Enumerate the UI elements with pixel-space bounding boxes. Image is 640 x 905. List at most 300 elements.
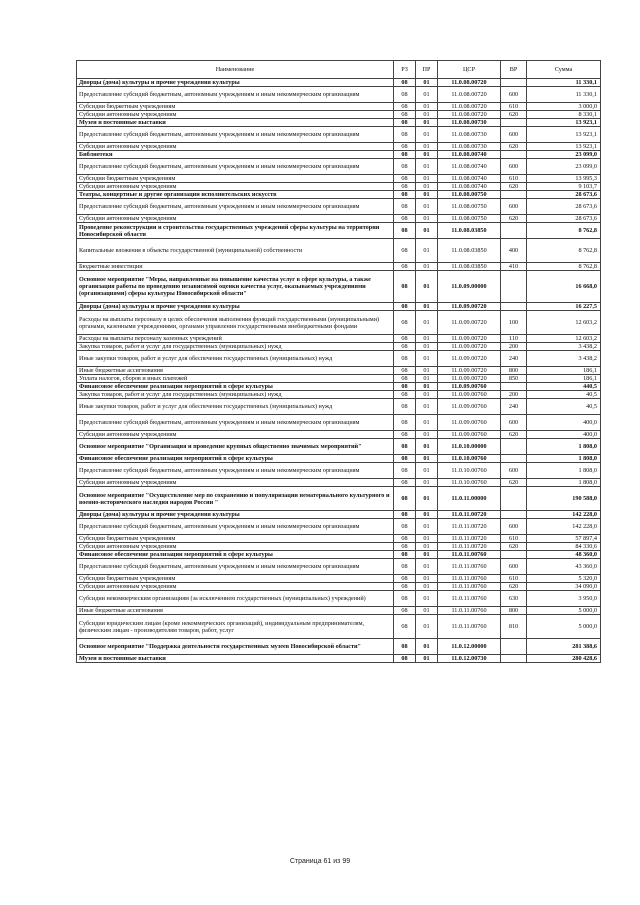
table-row	[77, 223, 601, 239]
cell-name: Субсидии автономным учреждениям	[77, 143, 394, 151]
cell-pr: 01	[416, 511, 438, 519]
cell-name: Дворцы (дома) культуры и прочие учреждения культуры	[77, 511, 394, 519]
table-row	[77, 143, 601, 151]
cell-vr	[501, 79, 527, 87]
header-name: Наименование	[77, 61, 394, 79]
cell-rz: 08	[394, 543, 416, 551]
header-rz: РЗ	[394, 61, 416, 79]
cell-name: Субсидии автономным учреждениям	[77, 431, 394, 439]
cell-name: Финансовое обеспечение реализации мероприятий в сфере культуры	[77, 383, 394, 391]
cell-vr: 600	[501, 199, 527, 215]
cell-rz: 08	[394, 215, 416, 223]
cell-vr	[501, 455, 527, 463]
cell-pr: 01	[416, 87, 438, 103]
cell-name: Субсидии автономным учреждениям	[77, 543, 394, 551]
cell-sum: 16 668,0	[527, 271, 601, 303]
cell-csr: 11.0.08.00720	[438, 87, 501, 103]
cell-name: Иные бюджетные ассигнования	[77, 607, 394, 615]
cell-csr: 11.0.08.00720	[438, 103, 501, 111]
cell-name: Субсидии автономным учреждениям	[77, 111, 394, 119]
cell-name: Предоставление субсидий бюджетным, автономным учреждениям и иным некоммерческим организациям	[77, 159, 394, 175]
cell-pr: 01	[416, 463, 438, 479]
cell-name: Предоставление субсидий бюджетным, автономным учреждениям и иным некоммерческим организациям	[77, 87, 394, 103]
cell-name: Субсидии автономным учреждениям	[77, 215, 394, 223]
header-csr: ЦСР	[438, 61, 501, 79]
page-footer: Страница 61 из 99	[289, 858, 351, 865]
cell-pr: 01	[416, 583, 438, 591]
table-row	[77, 343, 601, 351]
cell-pr: 01	[416, 535, 438, 543]
cell-vr: 610	[501, 103, 527, 111]
cell-csr: 11.0.09.00720	[438, 367, 501, 375]
cell-sum: 40,5	[527, 399, 601, 415]
table-row	[77, 583, 601, 591]
cell-sum: 13 923,1	[527, 119, 601, 127]
cell-rz: 08	[394, 223, 416, 239]
table-row	[77, 399, 601, 415]
table-row	[77, 487, 601, 511]
header-pr: ПР	[416, 61, 438, 79]
cell-vr	[501, 487, 527, 511]
cell-pr: 01	[416, 103, 438, 111]
cell-vr: 620	[501, 431, 527, 439]
cell-csr: 11.0.08.00740	[438, 183, 501, 191]
cell-rz: 08	[394, 151, 416, 159]
cell-sum: 5 000,0	[527, 607, 601, 615]
cell-vr: 610	[501, 575, 527, 583]
cell-name: Предоставление субсидий бюджетным, автономным учреждениям и иным некоммерческим организациям	[77, 519, 394, 535]
cell-name: Дворцы (дома) культуры и прочие учреждения культуры	[77, 79, 394, 87]
cell-csr: 11.0.08.00730	[438, 143, 501, 151]
cell-rz: 08	[394, 511, 416, 519]
cell-pr: 01	[416, 223, 438, 239]
cell-name: Субсидии автономным учреждениям	[77, 479, 394, 487]
cell-pr: 01	[416, 655, 438, 663]
cell-rz: 08	[394, 479, 416, 487]
cell-rz: 08	[394, 119, 416, 127]
cell-csr: 11.0.08.00740	[438, 151, 501, 159]
cell-name: Субсидии некоммерческим организациям (за исключением государственных (муниципальных) учреждений)	[77, 591, 394, 607]
cell-csr: 11.0.10.00000	[438, 439, 501, 455]
cell-vr	[501, 639, 527, 655]
cell-vr: 200	[501, 343, 527, 351]
cell-name: Капитальные вложения в объекты государственной (муниципальной) собственности	[77, 239, 394, 263]
cell-csr: 11.0.11.00720	[438, 543, 501, 551]
table-row	[77, 375, 601, 383]
cell-vr: 600	[501, 463, 527, 479]
table-row	[77, 615, 601, 639]
cell-rz: 08	[394, 383, 416, 391]
cell-vr	[501, 151, 527, 159]
cell-csr: 11.0.09.00720	[438, 303, 501, 311]
cell-rz: 08	[394, 263, 416, 271]
cell-rz: 08	[394, 583, 416, 591]
cell-sum: 8 762,8	[527, 239, 601, 263]
table-row	[77, 367, 601, 375]
cell-csr: 11.0.11.00720	[438, 519, 501, 535]
cell-rz: 08	[394, 615, 416, 639]
table-row	[77, 455, 601, 463]
cell-rz: 08	[394, 199, 416, 215]
cell-pr: 01	[416, 111, 438, 119]
cell-csr: 11.0.08.00720	[438, 111, 501, 119]
cell-sum: 400,0	[527, 415, 601, 431]
cell-csr: 11.0.08.00750	[438, 191, 501, 199]
table-row	[77, 479, 601, 487]
cell-rz: 08	[394, 351, 416, 367]
cell-vr: 810	[501, 615, 527, 639]
cell-vr	[501, 223, 527, 239]
cell-vr	[501, 511, 527, 519]
cell-rz: 08	[394, 239, 416, 263]
cell-rz: 08	[394, 87, 416, 103]
table-row	[77, 551, 601, 559]
cell-vr: 620	[501, 543, 527, 551]
cell-sum: 3 438,2	[527, 351, 601, 367]
cell-csr: 11.0.09.00720	[438, 343, 501, 351]
cell-sum: 8 762,8	[527, 263, 601, 271]
cell-vr	[501, 303, 527, 311]
table-row	[77, 335, 601, 343]
cell-pr: 01	[416, 607, 438, 615]
cell-pr: 01	[416, 455, 438, 463]
cell-pr: 01	[416, 183, 438, 191]
cell-pr: 01	[416, 615, 438, 639]
cell-csr: 11.0.09.00000	[438, 271, 501, 303]
cell-csr: 11.0.08.03850	[438, 239, 501, 263]
cell-vr: 410	[501, 263, 527, 271]
cell-pr: 01	[416, 639, 438, 655]
cell-pr: 01	[416, 351, 438, 367]
cell-rz: 08	[394, 311, 416, 335]
cell-pr: 01	[416, 343, 438, 351]
cell-name: Иные закупки товаров, работ и услуг для обеспечения государственных (муниципальных) нужд	[77, 351, 394, 367]
cell-csr: 11.0.08.00720	[438, 79, 501, 87]
cell-rz: 08	[394, 159, 416, 175]
cell-name: Проведение реконструкции и строительства государственных учреждений сферы культуры на территории Новосибирской области	[77, 223, 394, 239]
cell-pr: 01	[416, 415, 438, 431]
cell-csr: 11.0.09.00720	[438, 351, 501, 367]
cell-name: Бюджетные инвестиции	[77, 263, 394, 271]
cell-rz: 08	[394, 639, 416, 655]
cell-name: Финансовое обеспечение реализации мероприятий в сфере культуры	[77, 455, 394, 463]
cell-pr: 01	[416, 271, 438, 303]
cell-pr: 01	[416, 487, 438, 511]
cell-rz: 08	[394, 551, 416, 559]
cell-csr: 11.0.11.00760	[438, 615, 501, 639]
table-row	[77, 111, 601, 119]
cell-pr: 01	[416, 119, 438, 127]
cell-vr: 110	[501, 335, 527, 343]
table-row	[77, 215, 601, 223]
table-row	[77, 607, 601, 615]
cell-vr: 600	[501, 415, 527, 431]
cell-vr: 620	[501, 111, 527, 119]
cell-csr: 11.0.09.00760	[438, 383, 501, 391]
cell-vr: 600	[501, 559, 527, 575]
cell-rz: 08	[394, 127, 416, 143]
table-row	[77, 351, 601, 367]
cell-rz: 08	[394, 519, 416, 535]
cell-name: Театры, концертные и другие организации исполнительских искусств	[77, 191, 394, 199]
cell-rz: 08	[394, 375, 416, 383]
cell-pr: 01	[416, 367, 438, 375]
cell-sum: 34 090,0	[527, 583, 601, 591]
cell-vr: 600	[501, 519, 527, 535]
cell-csr: 11.0.11.00760	[438, 583, 501, 591]
cell-sum: 3 438,2	[527, 343, 601, 351]
cell-vr	[501, 119, 527, 127]
table-row	[77, 535, 601, 543]
cell-vr	[501, 439, 527, 455]
cell-name: Предоставление субсидий бюджетным, автономным учреждениям и иным некоммерческим организациям	[77, 415, 394, 431]
cell-rz: 08	[394, 183, 416, 191]
cell-sum: 1 808,0	[527, 455, 601, 463]
cell-rz: 08	[394, 439, 416, 455]
cell-sum: 13 995,3	[527, 175, 601, 183]
cell-sum: 1 808,0	[527, 439, 601, 455]
cell-name: Основное мероприятие "Организация и проведение крупных общественно значимых мероприятий"	[77, 439, 394, 455]
cell-csr: 11.0.11.00760	[438, 591, 501, 607]
cell-sum: 11 330,1	[527, 87, 601, 103]
cell-csr: 11.0.11.00000	[438, 487, 501, 511]
table-row	[77, 559, 601, 575]
cell-csr: 11.0.08.03850	[438, 263, 501, 271]
cell-pr: 01	[416, 79, 438, 87]
cell-vr: 800	[501, 367, 527, 375]
cell-csr: 11.0.08.00730	[438, 119, 501, 127]
cell-pr: 01	[416, 335, 438, 343]
cell-rz: 08	[394, 431, 416, 439]
table-row	[77, 191, 601, 199]
cell-name: Музеи и постоянные выставки	[77, 119, 394, 127]
cell-name: Предоставление субсидий бюджетным, автономным учреждениям и иным некоммерческим организациям	[77, 559, 394, 575]
cell-sum: 43 360,0	[527, 559, 601, 575]
cell-sum: 13 923,1	[527, 127, 601, 143]
cell-sum: 48 360,0	[527, 551, 601, 559]
cell-sum: 23 099,0	[527, 151, 601, 159]
header-sum: Сумма	[527, 61, 601, 79]
cell-vr: 850	[501, 375, 527, 383]
cell-vr	[501, 271, 527, 303]
cell-sum: 8 330,1	[527, 111, 601, 119]
cell-rz: 08	[394, 655, 416, 663]
cell-name: Предоставление субсидий бюджетным, автономным учреждениям и иным некоммерческим организациям	[77, 199, 394, 215]
cell-pr: 01	[416, 543, 438, 551]
cell-csr: 11.0.10.00760	[438, 479, 501, 487]
cell-name: Основное мероприятие "Поддержка деятельности государственных музеев Новосибирской области"	[77, 639, 394, 655]
header-vr: ВР	[501, 61, 527, 79]
cell-sum: 13 923,1	[527, 143, 601, 151]
cell-rz: 08	[394, 415, 416, 431]
cell-sum: 12 603,2	[527, 311, 601, 335]
cell-pr: 01	[416, 199, 438, 215]
table-body	[77, 79, 601, 663]
cell-sum: 16 227,5	[527, 303, 601, 311]
table-row	[77, 639, 601, 655]
cell-csr: 11.0.12.00730	[438, 655, 501, 663]
cell-name: Расходы на выплаты персоналу в целях обеспечения выполнения функций государственными (муниципальными) органами, казенными учреждениями, органами управления государственными внебюджетными фондами	[77, 311, 394, 335]
cell-sum: 142 228,0	[527, 511, 601, 519]
cell-vr: 610	[501, 535, 527, 543]
table-row	[77, 519, 601, 535]
cell-sum: 186,1	[527, 367, 601, 375]
cell-csr: 11.0.09.00760	[438, 431, 501, 439]
cell-rz: 08	[394, 575, 416, 583]
cell-vr: 600	[501, 127, 527, 143]
table-row	[77, 127, 601, 143]
cell-pr: 01	[416, 159, 438, 175]
cell-rz: 08	[394, 591, 416, 607]
table-row	[77, 119, 601, 127]
cell-sum: 440,5	[527, 383, 601, 391]
cell-csr: 11.0.08.00750	[438, 199, 501, 215]
cell-csr: 11.0.08.00750	[438, 215, 501, 223]
cell-rz: 08	[394, 343, 416, 351]
cell-rz: 08	[394, 79, 416, 87]
cell-rz: 08	[394, 335, 416, 343]
cell-pr: 01	[416, 551, 438, 559]
cell-sum: 28 673,6	[527, 215, 601, 223]
cell-vr: 600	[501, 87, 527, 103]
cell-csr: 11.0.11.00760	[438, 551, 501, 559]
cell-pr: 01	[416, 559, 438, 575]
cell-vr	[501, 655, 527, 663]
table-row	[77, 439, 601, 455]
cell-name: Основное мероприятие "Осуществление мер по сохранению и популяризации нематериального культурного и военно-исторического наследия народов России "	[77, 487, 394, 511]
cell-pr: 01	[416, 519, 438, 535]
cell-vr: 400	[501, 239, 527, 263]
cell-pr: 01	[416, 391, 438, 399]
cell-name: Закупка товаров, работ и услуг для государственных (муниципальных) нужд	[77, 391, 394, 399]
table-row	[77, 511, 601, 519]
budget-table-sheet	[76, 60, 600, 663]
table-row	[77, 199, 601, 215]
table-row	[77, 431, 601, 439]
cell-sum: 57 897,4	[527, 535, 601, 543]
cell-vr	[501, 551, 527, 559]
cell-vr: 630	[501, 591, 527, 607]
cell-name: Субсидии бюджетным учреждениям	[77, 575, 394, 583]
cell-pr: 01	[416, 311, 438, 335]
cell-pr: 01	[416, 575, 438, 583]
cell-rz: 08	[394, 535, 416, 543]
cell-name: Субсидии бюджетным учреждениям	[77, 103, 394, 111]
cell-vr: 620	[501, 479, 527, 487]
cell-pr: 01	[416, 399, 438, 415]
cell-pr: 01	[416, 239, 438, 263]
cell-csr: 11.0.08.03850	[438, 223, 501, 239]
table-row	[77, 263, 601, 271]
cell-csr: 11.0.08.00740	[438, 159, 501, 175]
cell-csr: 11.0.08.00740	[438, 175, 501, 183]
cell-pr: 01	[416, 263, 438, 271]
cell-vr	[501, 383, 527, 391]
cell-sum: 8 762,8	[527, 223, 601, 239]
cell-rz: 08	[394, 391, 416, 399]
cell-vr: 620	[501, 215, 527, 223]
cell-sum: 5 320,0	[527, 575, 601, 583]
cell-csr: 11.0.11.00760	[438, 559, 501, 575]
cell-vr: 240	[501, 351, 527, 367]
table-row	[77, 655, 601, 663]
cell-name: Субсидии бюджетным учреждениям	[77, 175, 394, 183]
cell-rz: 08	[394, 111, 416, 119]
table-row	[77, 103, 601, 111]
table-row	[77, 175, 601, 183]
cell-rz: 08	[394, 487, 416, 511]
table-row	[77, 271, 601, 303]
cell-pr: 01	[416, 375, 438, 383]
cell-sum: 1 808,0	[527, 479, 601, 487]
cell-csr: 11.0.10.00760	[438, 463, 501, 479]
cell-csr: 11.0.09.00720	[438, 335, 501, 343]
table-row	[77, 591, 601, 607]
cell-pr: 01	[416, 151, 438, 159]
cell-csr: 11.0.09.00720	[438, 311, 501, 335]
cell-name: Основное мероприятие "Меры, направленные на повышение качества услуг в сфере культуры, а также организация работы по проведению независимой оценки качества услуг, оказываемых учреждениями (организациями) сферы культуры Новосибирской области"	[77, 271, 394, 303]
cell-rz: 08	[394, 607, 416, 615]
cell-csr: 11.0.09.00760	[438, 399, 501, 415]
cell-name: Дворцы (дома) культуры и прочие учреждения культуры	[77, 303, 394, 311]
cell-pr: 01	[416, 439, 438, 455]
cell-pr: 01	[416, 215, 438, 223]
cell-sum: 281 388,6	[527, 639, 601, 655]
cell-sum: 3 000,0	[527, 103, 601, 111]
cell-sum: 23 099,0	[527, 159, 601, 175]
cell-name: Уплата налогов, сборов и иных платежей	[77, 375, 394, 383]
table-row	[77, 159, 601, 175]
cell-sum: 9 103,7	[527, 183, 601, 191]
cell-name: Иные закупки товаров, работ и услуг для обеспечения государственных (муниципальных) нужд	[77, 399, 394, 415]
cell-pr: 01	[416, 303, 438, 311]
cell-vr: 600	[501, 159, 527, 175]
cell-csr: 11.0.09.00760	[438, 415, 501, 431]
cell-sum: 400,0	[527, 431, 601, 439]
cell-pr: 01	[416, 591, 438, 607]
cell-vr: 100	[501, 311, 527, 335]
cell-pr: 01	[416, 143, 438, 151]
cell-sum: 1 808,0	[527, 463, 601, 479]
table-row	[77, 87, 601, 103]
cell-sum: 11 330,1	[527, 79, 601, 87]
budget-table	[76, 60, 601, 663]
cell-rz: 08	[394, 455, 416, 463]
cell-sum: 12 603,2	[527, 335, 601, 343]
cell-name: Финансовое обеспечение реализации мероприятий в сфере культуры	[77, 551, 394, 559]
cell-vr: 620	[501, 583, 527, 591]
cell-pr: 01	[416, 191, 438, 199]
cell-vr: 200	[501, 391, 527, 399]
table-header-row	[77, 61, 601, 79]
cell-csr: 11.0.11.00720	[438, 511, 501, 519]
table-row	[77, 79, 601, 87]
cell-rz: 08	[394, 191, 416, 199]
cell-vr: 240	[501, 399, 527, 415]
cell-pr: 01	[416, 127, 438, 143]
cell-sum: 5 000,0	[527, 615, 601, 639]
cell-rz: 08	[394, 399, 416, 415]
cell-sum: 142 228,0	[527, 519, 601, 535]
cell-rz: 08	[394, 367, 416, 375]
cell-csr: 11.0.11.00760	[438, 607, 501, 615]
cell-csr: 11.0.12.00000	[438, 639, 501, 655]
cell-rz: 08	[394, 143, 416, 151]
cell-rz: 08	[394, 271, 416, 303]
table-row	[77, 415, 601, 431]
cell-name: Расходы на выплаты персоналу казенных учреждений	[77, 335, 394, 343]
cell-pr: 01	[416, 431, 438, 439]
